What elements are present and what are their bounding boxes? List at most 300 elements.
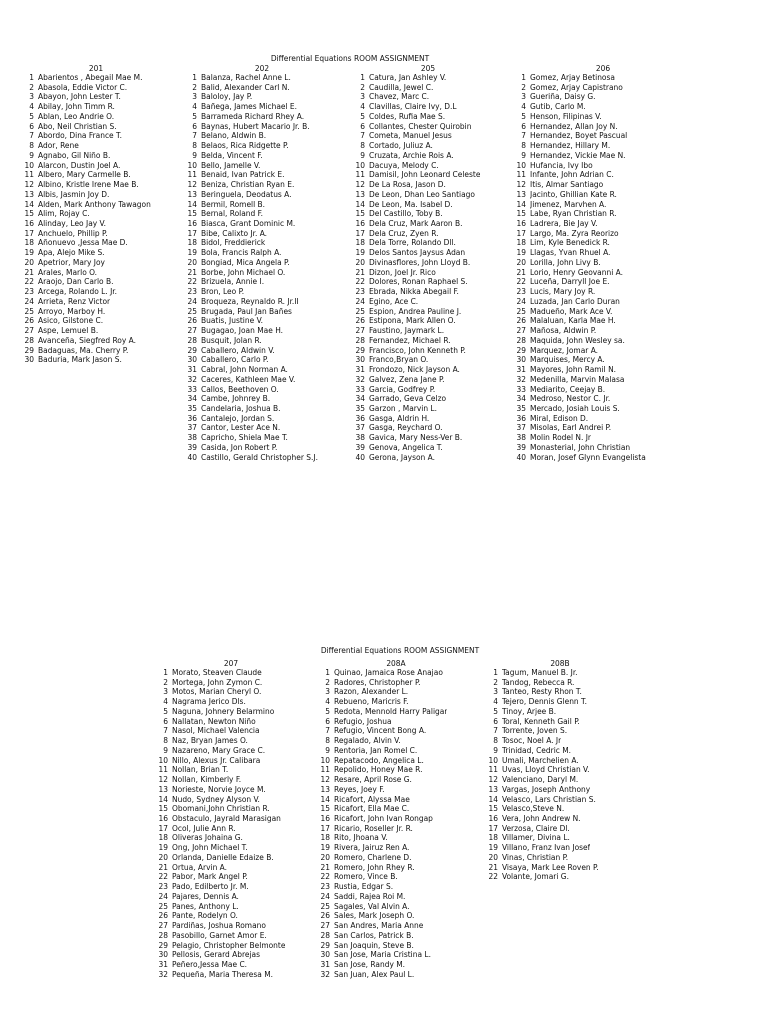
- student-entry: [150, 960, 312, 970]
- student-entry: [347, 414, 509, 424]
- student-name: Pasobillo, Garnet Amor E.: [172, 930, 267, 940]
- student-entry: [16, 268, 176, 278]
- student-name: Bongiad, Mica Angela P.: [201, 257, 290, 267]
- student-entry: [312, 931, 480, 941]
- student-name: Nillo, Alexus Jr. Calibara: [172, 755, 261, 765]
- student-entry: [150, 843, 312, 853]
- student-name: Balanza, Rachel Anne L.: [201, 73, 291, 82]
- entry-number: 35: [187, 402, 197, 413]
- student-entry: [508, 375, 698, 385]
- entry-number: 1: [163, 667, 168, 677]
- student-entry: [150, 950, 312, 960]
- section-1-title: Differential Equations ROOM ASSIGNMENT: [270, 53, 430, 63]
- student-name: Mercado, Josiah Louis S.: [530, 403, 620, 413]
- student-entry: [347, 151, 509, 161]
- student-name: Hufancia, Ivy Ibo: [530, 160, 593, 170]
- student-name: Abarientos , Abegail Mae M.: [38, 73, 143, 82]
- entry-number: 1: [325, 667, 330, 677]
- student-name: Buatis, Justine V.: [201, 316, 263, 326]
- student-name: Bola, Francis Ralph A.: [201, 248, 282, 258]
- student-entry: [179, 375, 345, 385]
- student-name: Arcega, Rolando L. Jr.: [38, 287, 117, 297]
- entry-number: 15: [158, 803, 168, 814]
- student-name: Benaid, Ivan Patrick E.: [201, 170, 285, 180]
- student-entry: [347, 161, 509, 171]
- student-name: Orlanda, Danielle Edaize B.: [172, 852, 274, 862]
- student-entry: [312, 736, 480, 746]
- entry-number: 12: [488, 774, 498, 785]
- entry-number: 5: [493, 705, 498, 716]
- student-entry: [480, 804, 640, 814]
- entry-number: 32: [516, 373, 526, 384]
- student-entry: [150, 872, 312, 882]
- student-entry: [508, 355, 698, 365]
- student-entry: [312, 804, 480, 814]
- room-number-heading: 208B: [550, 658, 570, 668]
- student-entry: [347, 170, 509, 180]
- student-name: Capricho, Shiela Mae T.: [201, 433, 288, 443]
- student-entry: [179, 385, 345, 395]
- student-name: Bugagao, Joan Mae H.: [201, 326, 284, 336]
- entry-number: 17: [355, 227, 365, 238]
- student-name: Baynas, Hubert Macario Jr. B.: [201, 121, 310, 131]
- student-entry: [347, 102, 509, 112]
- entry-number: 20: [187, 256, 197, 267]
- student-name: Cabral, John Norman A.: [201, 365, 288, 375]
- student-entry: [508, 180, 698, 190]
- student-name: Abo, Neil Christian S.: [38, 121, 117, 131]
- student-name: Monasterial, John Christian: [530, 442, 631, 452]
- student-entry: [347, 355, 509, 365]
- student-name: Verzosa, Claire Dl.: [502, 823, 570, 833]
- entry-number: 13: [187, 188, 197, 199]
- student-name: Ricafort, Alyssa Mae: [334, 794, 410, 804]
- student-name: Sagales, Val Alvin A.: [334, 901, 410, 911]
- student-name: Avanceña, Siegfred Roy A.: [38, 335, 136, 345]
- entry-number: 32: [355, 373, 365, 384]
- student-name: Beniza, Christian Ryan E.: [201, 180, 295, 190]
- student-name: Villamer, Divina L.: [502, 833, 570, 843]
- entry-number: 24: [516, 295, 526, 306]
- entry-number: 22: [355, 276, 365, 287]
- student-name: Fernandez, Michael R.: [369, 335, 451, 345]
- student-name: Obstaculo, Jayrald Marasigan: [172, 814, 281, 824]
- entry-number: 24: [158, 890, 168, 901]
- student-name: Saddi, Rajea Roi M.: [334, 891, 406, 901]
- student-name: Lorio, Henry Geovanni A.: [530, 267, 623, 277]
- entry-number: 29: [187, 344, 197, 355]
- student-name: Ricafort, Ella Mae C.: [334, 804, 410, 814]
- entry-number: 14: [24, 198, 34, 209]
- student-entry: [347, 375, 509, 385]
- entry-number: 7: [163, 725, 168, 736]
- student-entry: [179, 258, 345, 268]
- student-name: Naz, Bryan James O.: [172, 736, 248, 746]
- entry-number: 32: [158, 968, 168, 979]
- student-entry: [179, 73, 345, 83]
- entry-number: 1: [493, 667, 498, 677]
- student-entry: [508, 414, 698, 424]
- entry-number: 23: [355, 286, 365, 297]
- student-name: Lim, Kyle Benedick R.: [530, 238, 610, 248]
- student-name: Collantes, Chester Quirobin: [369, 121, 472, 131]
- student-name: Dizon, Joel Jr. Rico: [369, 267, 436, 277]
- entry-number: 24: [24, 295, 34, 306]
- entry-number: 11: [158, 764, 168, 775]
- student-name: Dela Cruz, Zyen R.: [369, 228, 439, 238]
- student-name: Valenciano, Daryl M.: [502, 775, 579, 785]
- student-name: Infante, John Adrian C.: [530, 170, 614, 180]
- student-entry: [16, 190, 176, 200]
- student-entry: [508, 433, 698, 443]
- entry-number: 19: [516, 247, 526, 258]
- student-entry: [480, 756, 640, 766]
- entry-number: 8: [325, 735, 330, 746]
- student-name: Araojo, Dan Carlo B.: [38, 277, 114, 287]
- entry-number: 39: [355, 441, 365, 452]
- student-name: Albero, Mary Carmelle B.: [38, 170, 131, 180]
- entry-number: 7: [493, 725, 498, 736]
- entry-number: 2: [493, 676, 498, 687]
- student-name: Cometa, Manuel Jesus: [369, 131, 452, 141]
- entry-number: 3: [360, 91, 365, 102]
- student-entry: [179, 277, 345, 287]
- entry-number: 38: [355, 432, 365, 443]
- student-entry: [150, 726, 312, 736]
- entry-number: 33: [355, 383, 365, 394]
- student-name: Damisil, John Leonard Celeste: [369, 170, 481, 180]
- student-entry: [16, 102, 176, 112]
- student-entry: [508, 73, 698, 83]
- entry-number: 37: [516, 422, 526, 433]
- student-name: Repatacodo, Angelica L.: [334, 755, 424, 765]
- student-entry: [312, 726, 480, 736]
- student-name: Galvez, Zena Jane P.: [369, 374, 445, 384]
- student-entry: [179, 423, 345, 433]
- student-entry: [312, 687, 480, 697]
- student-entry: [150, 863, 312, 873]
- entry-number: 20: [24, 256, 34, 267]
- entry-number: 18: [516, 237, 526, 248]
- student-name: Luzada, Jan Carlo Duran: [530, 296, 620, 306]
- student-entry: [347, 287, 509, 297]
- student-entry: [179, 326, 345, 336]
- entry-number: 27: [355, 325, 365, 336]
- student-entry: [16, 229, 176, 239]
- entry-number: 12: [187, 179, 197, 190]
- entry-number: 29: [158, 939, 168, 950]
- student-name: Pado, Edilberto Jr. M.: [172, 882, 249, 892]
- student-name: Torrente, Joven S.: [502, 726, 568, 736]
- student-entry: [16, 122, 176, 132]
- entry-number: 19: [158, 842, 168, 853]
- student-entry: [150, 756, 312, 766]
- student-entry: [347, 268, 509, 278]
- entry-number: 20: [158, 851, 168, 862]
- student-entry: [508, 122, 698, 132]
- entry-number: 15: [355, 208, 365, 219]
- entry-number: 7: [360, 130, 365, 141]
- student-entry: [150, 902, 312, 912]
- entry-number: 3: [29, 91, 34, 102]
- student-name: Belda, Vincent F.: [201, 150, 263, 160]
- student-entry: [179, 180, 345, 190]
- student-entry: [16, 355, 176, 365]
- student-entry: [179, 453, 345, 463]
- student-entry: [150, 785, 312, 795]
- student-entry: [179, 404, 345, 414]
- entry-number: 24: [187, 295, 197, 306]
- student-name: Hernandez, Hillary M.: [530, 141, 611, 151]
- student-name: Pellosis, Gerard Abrejas: [172, 950, 261, 960]
- entry-number: 8: [163, 735, 168, 746]
- student-entry: [480, 726, 640, 736]
- student-entry: [480, 736, 640, 746]
- student-name: Balid, Alexander Carl N.: [201, 82, 290, 92]
- student-name: Francisco, John Kenneth P.: [369, 345, 466, 355]
- student-entry: [150, 687, 312, 697]
- student-name: Rustia, Edgar S.: [334, 882, 394, 892]
- entry-number: 34: [187, 393, 197, 404]
- entry-number: 16: [158, 813, 168, 824]
- entry-number: 18: [24, 237, 34, 248]
- student-name: Bron, Leo P.: [201, 287, 245, 297]
- entry-number: 27: [516, 325, 526, 336]
- entry-number: 7: [29, 130, 34, 141]
- student-name: Quinao, Jamaica Rose Anajao: [334, 668, 443, 677]
- entry-number: 3: [163, 686, 168, 697]
- entry-number: 40: [355, 451, 365, 462]
- student-name: Bernal, Roland F.: [201, 209, 263, 219]
- entry-number: 13: [24, 188, 34, 199]
- student-entry: [16, 277, 176, 287]
- entry-number: 17: [320, 822, 330, 833]
- entry-number: 33: [187, 383, 197, 394]
- entry-number: 31: [516, 364, 526, 375]
- student-name: Radores, Christopher P.: [334, 677, 421, 687]
- student-name: Trinidad, Cedric M.: [502, 745, 572, 755]
- entry-number: 17: [516, 227, 526, 238]
- student-name: Rebueno, Maricris F.: [334, 697, 409, 707]
- student-name: Abayon, John Lester T.: [38, 92, 121, 102]
- student-name: Apetrior, Mary Joy: [38, 257, 105, 267]
- student-name: Genova, Angelica T.: [369, 442, 443, 452]
- entry-number: 5: [360, 110, 365, 121]
- entry-number: 25: [516, 305, 526, 316]
- student-entry: [312, 707, 480, 717]
- entry-number: 8: [360, 140, 365, 151]
- entry-number: 30: [158, 949, 168, 960]
- room-205-column: [347, 63, 509, 462]
- student-entry: [179, 238, 345, 248]
- student-name: Moran, Josef Glynn Evangelista: [530, 452, 646, 462]
- student-name: Ocol, Julie Ann R.: [172, 823, 236, 833]
- student-entry: [508, 336, 698, 346]
- student-entry: [312, 756, 480, 766]
- student-entry: [347, 346, 509, 356]
- student-name: Madueño, Mark Ace V.: [530, 306, 613, 316]
- entry-number: 26: [187, 315, 197, 326]
- student-entry: [179, 131, 345, 141]
- student-name: Misolas, Earl Andrei P.: [530, 423, 612, 433]
- entry-number: 9: [325, 744, 330, 755]
- student-entry: [508, 346, 698, 356]
- student-entry: [179, 248, 345, 258]
- entry-number: 16: [320, 813, 330, 824]
- student-entry: [508, 209, 698, 219]
- student-name: Chavez, Marc C.: [369, 92, 430, 102]
- student-name: Alim, Rojay C.: [38, 209, 90, 219]
- student-entry: [508, 453, 698, 463]
- student-entry: [150, 941, 312, 951]
- student-entry: [347, 297, 509, 307]
- student-name: Regalado, Alvin V.: [334, 736, 401, 746]
- student-entry: [179, 336, 345, 346]
- entry-number: 26: [24, 315, 34, 326]
- student-entry: [480, 833, 640, 843]
- entry-number: 21: [355, 266, 365, 277]
- student-entry: [150, 795, 312, 805]
- student-entry: [312, 872, 480, 882]
- entry-number: 21: [187, 266, 197, 277]
- entry-number: 29: [24, 344, 34, 355]
- student-entry: [16, 248, 176, 258]
- student-entry: [312, 795, 480, 805]
- entry-number: 4: [521, 101, 526, 112]
- student-name: Ricario, Roseller Jr. R.: [334, 823, 413, 833]
- student-entry: [16, 287, 176, 297]
- student-name: Abasola, Eddie Victor C.: [38, 82, 128, 92]
- student-entry: [150, 765, 312, 775]
- student-entry: [508, 326, 698, 336]
- entry-number: 40: [516, 451, 526, 462]
- entry-number: 13: [488, 783, 498, 794]
- entry-number: 25: [187, 305, 197, 316]
- student-entry: [347, 423, 509, 433]
- entry-number: 2: [360, 81, 365, 92]
- student-entry: [179, 365, 345, 375]
- student-name: Miral, Edison D.: [530, 413, 589, 423]
- entry-number: 3: [521, 91, 526, 102]
- student-name: Velasco,Steve N.: [502, 804, 565, 814]
- student-entry: [508, 170, 698, 180]
- student-entry: [16, 151, 176, 161]
- student-entry: [16, 83, 176, 93]
- student-name: Vargas, Joseph Anthony: [502, 784, 591, 794]
- student-entry: [480, 697, 640, 707]
- student-name: Nallatan, Newton Niño: [172, 716, 256, 726]
- student-name: Albino, Kristle Irene Mae B.: [38, 180, 139, 190]
- student-name: Nazareno, Mary Grace C.: [172, 745, 266, 755]
- entry-number: 1: [192, 72, 197, 82]
- student-entry: [179, 219, 345, 229]
- student-entry: [179, 346, 345, 356]
- student-entry: [347, 316, 509, 326]
- room-208a-column: [312, 658, 480, 980]
- student-entry: [347, 326, 509, 336]
- student-name: Garcia, Godfrey P.: [369, 384, 436, 394]
- entry-number: 18: [488, 832, 498, 843]
- student-entry: [508, 423, 698, 433]
- student-name: Oliveras Johaina G.: [172, 833, 243, 843]
- student-name: Reyes, Joey F.: [334, 784, 385, 794]
- student-entry: [179, 307, 345, 317]
- entry-number: 30: [516, 354, 526, 365]
- entry-number: 32: [187, 373, 197, 384]
- entry-number: 19: [24, 247, 34, 258]
- student-name: Asico, Gilstone C.: [38, 316, 104, 326]
- student-entry: [179, 92, 345, 102]
- entry-number: 22: [187, 276, 197, 287]
- entry-number: 9: [192, 149, 197, 160]
- student-name: Jacinto, Ghillian Kate R.: [530, 189, 617, 199]
- entry-number: 30: [24, 354, 34, 365]
- student-name: Borbe, John Michael O.: [201, 267, 286, 277]
- student-entry: [16, 258, 176, 268]
- entry-number: 2: [521, 81, 526, 92]
- student-entry: [16, 316, 176, 326]
- room-number-heading: 206: [595, 63, 611, 73]
- entry-number: 1: [521, 72, 526, 82]
- student-name: Del Castillo, Toby B.: [369, 209, 443, 219]
- entry-number: 17: [488, 822, 498, 833]
- student-entry: [16, 200, 176, 210]
- entry-number: 25: [320, 900, 330, 911]
- student-entry: [16, 170, 176, 180]
- entry-number: 38: [516, 432, 526, 443]
- student-entry: [347, 238, 509, 248]
- room-number-heading: 205: [420, 63, 436, 73]
- student-entry: [312, 941, 480, 951]
- entry-number: 8: [192, 140, 197, 151]
- student-name: Sales, Mark Joseph O.: [334, 911, 415, 921]
- student-name: Pabor, Mark Angel P.: [172, 872, 248, 882]
- student-name: Casida, Jon Robert P.: [201, 442, 278, 452]
- student-entry: [480, 863, 640, 873]
- room-207-column: [150, 658, 312, 980]
- student-entry: [16, 92, 176, 102]
- student-name: Cortado, Juliuz A.: [369, 141, 433, 151]
- entry-number: 16: [355, 218, 365, 229]
- student-name: Repolido, Honey Mae R.: [334, 765, 423, 775]
- student-name: Nollan, Brian T.: [172, 765, 229, 775]
- entry-number: 2: [163, 676, 168, 687]
- entry-number: 7: [192, 130, 197, 141]
- student-name: De La Rosa, Jason D.: [369, 180, 446, 190]
- student-entry: [508, 248, 698, 258]
- student-name: Arales, Marlo O.: [38, 267, 98, 277]
- student-entry: [347, 307, 509, 317]
- student-entry: [347, 277, 509, 287]
- entry-number: 14: [488, 793, 498, 804]
- student-name: Ablan, Leo Andrie O.: [38, 111, 115, 121]
- student-entry: [150, 892, 312, 902]
- student-entry: [179, 112, 345, 122]
- student-entry: [16, 180, 176, 190]
- entry-number: 13: [355, 188, 365, 199]
- student-name: Maquida, John Wesley sa.: [530, 335, 625, 345]
- entry-number: 23: [320, 881, 330, 892]
- student-name: Razon, Alexander L.: [334, 687, 409, 697]
- entry-number: 28: [320, 929, 330, 940]
- student-entry: [16, 141, 176, 151]
- entry-number: 13: [516, 188, 526, 199]
- entry-number: 31: [320, 959, 330, 970]
- entry-number: 40: [187, 451, 197, 462]
- entry-number: 6: [325, 715, 330, 726]
- entry-number: 10: [158, 754, 168, 765]
- entry-number: 33: [516, 383, 526, 394]
